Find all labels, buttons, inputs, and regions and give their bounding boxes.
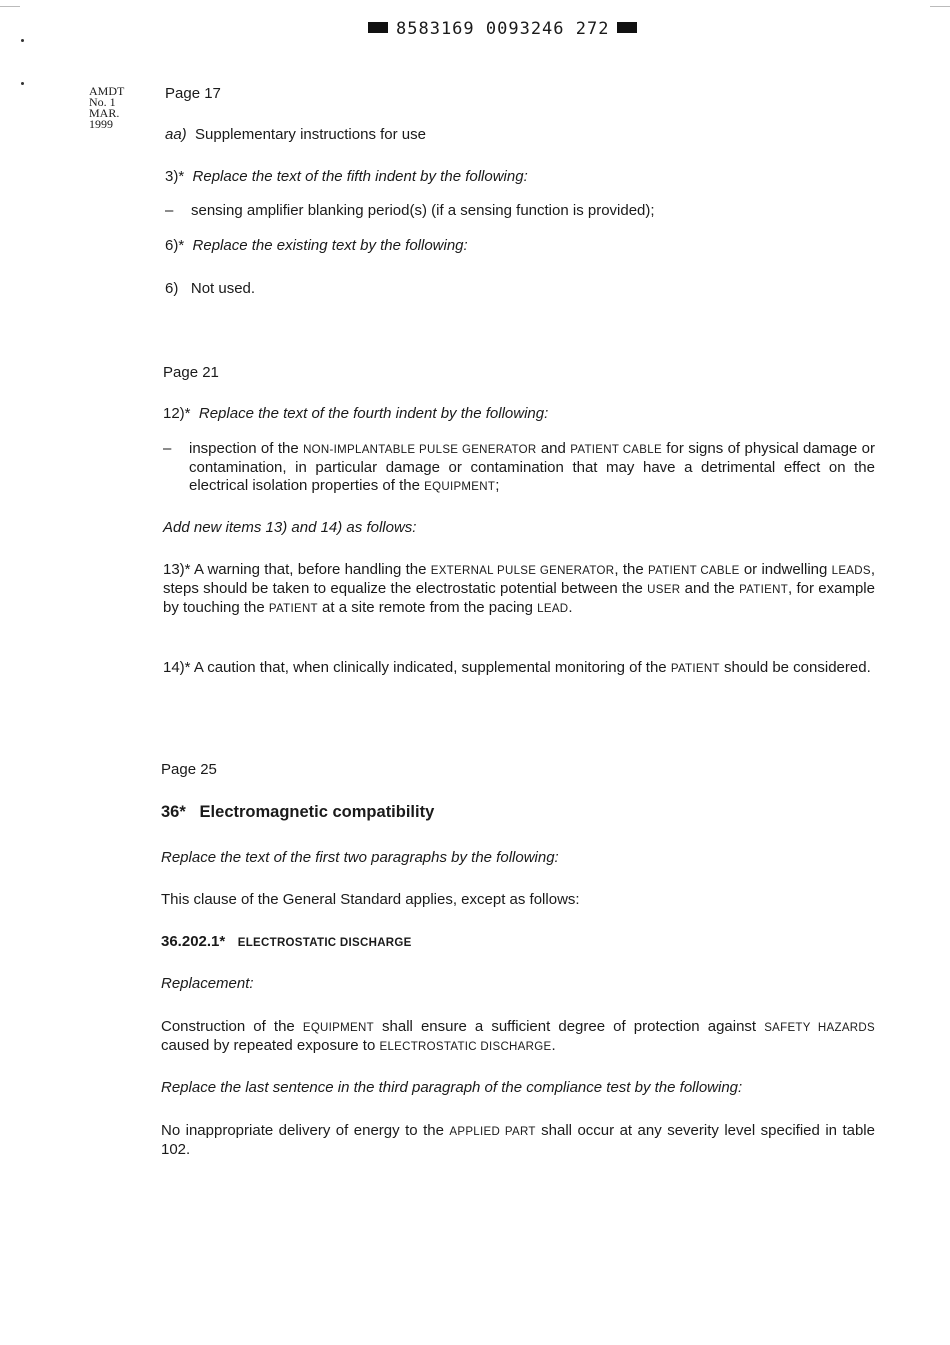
amendment-month: MAR. [89, 106, 120, 120]
item-6b-text: Not used. [190, 280, 256, 297]
amendment-note [89, 86, 124, 130]
item-3-instruction: Replace the text of the fifth indent by the following: [192, 168, 528, 185]
item-aa [165, 126, 426, 143]
item-12-label: 12)* [163, 405, 191, 422]
item-6b-label: 6) [165, 280, 179, 297]
replacement-label: Replacement: [161, 975, 254, 992]
indent-sensing [165, 202, 655, 219]
construction-paragraph: Construction of the EQUIPMENT shall ensure a sufficient degree of protection against SAFETY HAZARDS caused by repeated exposure to ELECTROSTATIC DISCHARGE. [161, 1018, 875, 1054]
scan-mark [0, 6, 20, 7]
section-36-heading [161, 803, 434, 822]
section-36-title: Electromagnetic compatibility [199, 803, 435, 821]
clause-applies-text: This clause of the General Standard applies, except as follows: [161, 891, 580, 908]
item-3 [165, 168, 528, 185]
item-6-replacement [165, 280, 255, 297]
item-14-label: 14)* [163, 659, 191, 676]
subclause-heading [161, 933, 412, 950]
item-aa-text: Supplementary instructions for use [195, 126, 426, 143]
item-13-label: 13)* [163, 561, 191, 578]
item-6-instruction: Replace the existing text by the following: [192, 237, 468, 254]
item-12 [163, 405, 548, 422]
item-14: 14)* A caution that, when clinically indicated, supplemental monitoring of the PATIENT should be considered. [163, 659, 871, 676]
scan-dot [21, 39, 24, 42]
dash-bullet: – [163, 440, 172, 457]
black-bar-right [617, 22, 637, 33]
page-25-heading: Page 25 [161, 761, 217, 778]
item-6 [165, 237, 468, 254]
item-3-label: 3)* [165, 168, 185, 185]
item-13: 13)* A warning that, before handling the EXTERNAL PULSE GENERATOR, the PATIENT CABLE or indwelling LEADS, steps should be taken to equalize the electrostatic potential between the USER and the PATIENT, for example by touching the PATIENT at a site remote from the pacing LEAD. [163, 561, 876, 616]
section-36-number: 36* [161, 803, 186, 821]
scan-mark [930, 6, 950, 7]
document-header-code [360, 19, 645, 39]
replace-first-paragraphs-instruction: Replace the text of the first two paragraphs by the following: [161, 849, 559, 866]
indent-inspection [163, 440, 875, 496]
item-aa-label: aa) [165, 126, 187, 143]
subclause-title: ELECTROSTATIC DISCHARGE [237, 937, 412, 949]
indent-sensing-text: sensing amplifier blanking period(s) (if a sensing function is provided); [191, 202, 655, 219]
indent-inspection-text: inspection of the NON-IMPLANTABLE PULSE GENERATOR and PATIENT CABLE for signs of physical damage or contamination, in particular damage or contamination that may have a detrimental effect on the electrical isolation properties of the EQUIPMENT; [189, 440, 875, 494]
item-6-label: 6)* [165, 237, 185, 254]
amendment-number: No. 1 [89, 95, 116, 109]
subclause-number: 36.202.1* [161, 933, 226, 950]
add-items-instruction: Add new items 13) and 14) as follows: [163, 519, 417, 536]
black-bar-left [368, 22, 388, 33]
amendment-year: 1999 [89, 117, 113, 131]
barcode-text: 8583169 0093246 272 [396, 19, 610, 39]
scan-dot [21, 82, 24, 85]
amendment-label: AMDT [89, 84, 125, 98]
item-12-instruction: Replace the text of the fourth indent by the following: [198, 405, 549, 422]
page-21-heading: Page 21 [163, 364, 219, 381]
page-17-heading: Page 17 [165, 85, 221, 102]
dash-bullet: – [165, 202, 174, 219]
final-paragraph: No inappropriate delivery of energy to the APPLIED PART shall occur at any severity level specified in table 102. [161, 1122, 875, 1158]
replace-last-sentence-instruction: Replace the last sentence in the third paragraph of the compliance test by the following: [161, 1079, 743, 1096]
